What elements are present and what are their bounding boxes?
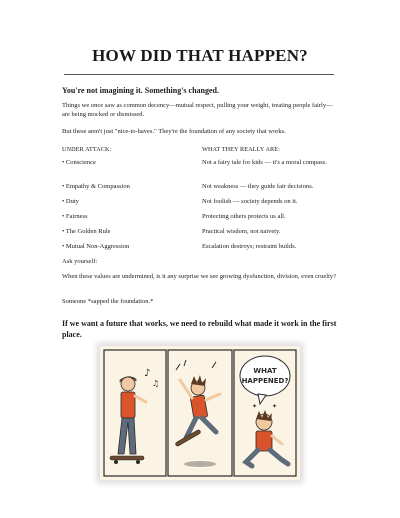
value-name: • Conscience — [62, 159, 96, 166]
value-meaning: Not weakness — they guide fair decisions. — [202, 183, 314, 190]
closing-statement: If we want a future that works, we need to rebuild what made it work in the first place. — [62, 319, 337, 339]
value-meaning: Not foolish — society depends on it. — [202, 198, 298, 205]
value-name: • Duty — [62, 198, 79, 205]
ask-prompt: Ask yourself: — [62, 258, 98, 265]
value-meaning: Protecting others protects us all. — [202, 213, 286, 220]
table-header-left: UNDER ATTACK: — [62, 146, 112, 153]
value-meaning: Escalation destroys; restraint builds. — [202, 243, 297, 250]
sapped-line: Someone *sapped the foundation.* — [62, 298, 154, 305]
dizzy-star-icon: ✦ — [272, 403, 278, 410]
lead-heading: You're not imagining it. Something's changed. — [62, 86, 219, 95]
page-title: HOW DID THAT HAPPEN? — [92, 46, 308, 65]
speech-text-line-1: WHAT — [253, 367, 277, 375]
value-name: • The Golden Rule — [62, 228, 111, 235]
music-note-icon: ♫ — [152, 379, 160, 388]
table-header-right: WHAT THEY REALLY ARE: — [202, 146, 280, 153]
comic-illustration — [100, 346, 300, 480]
comic-strip — [100, 346, 300, 480]
intro-paragraph: Things we once saw as common decency—mutual respect, pulling your weight, treating people fairly—are being mocked or dismissed. — [62, 102, 333, 118]
ground-shadow — [184, 461, 216, 467]
value-meaning: Not a fairy tale for kids — it's a moral compass. — [202, 159, 327, 166]
foundation-paragraph: But these aren't just "nice-to-haves." They're the foundation of any society that works. — [62, 128, 286, 135]
value-name: • Empathy & Compassion — [62, 183, 130, 190]
value-name: • Mutual Non-Aggression — [62, 243, 130, 250]
dizzy-star-icon: ✦ — [252, 403, 258, 410]
question-paragraph: When these values are undermined, is it any surprise we see growing dysfunction, division, even cruelty? — [62, 273, 337, 280]
value-meaning: Practical wisdom, not naivety. — [202, 228, 281, 235]
value-name: • Fairness — [62, 213, 88, 220]
music-note-icon: ♪ — [144, 368, 151, 379]
title-divider — [64, 74, 334, 75]
speech-text-line-2: HAPPENED? — [241, 377, 289, 385]
